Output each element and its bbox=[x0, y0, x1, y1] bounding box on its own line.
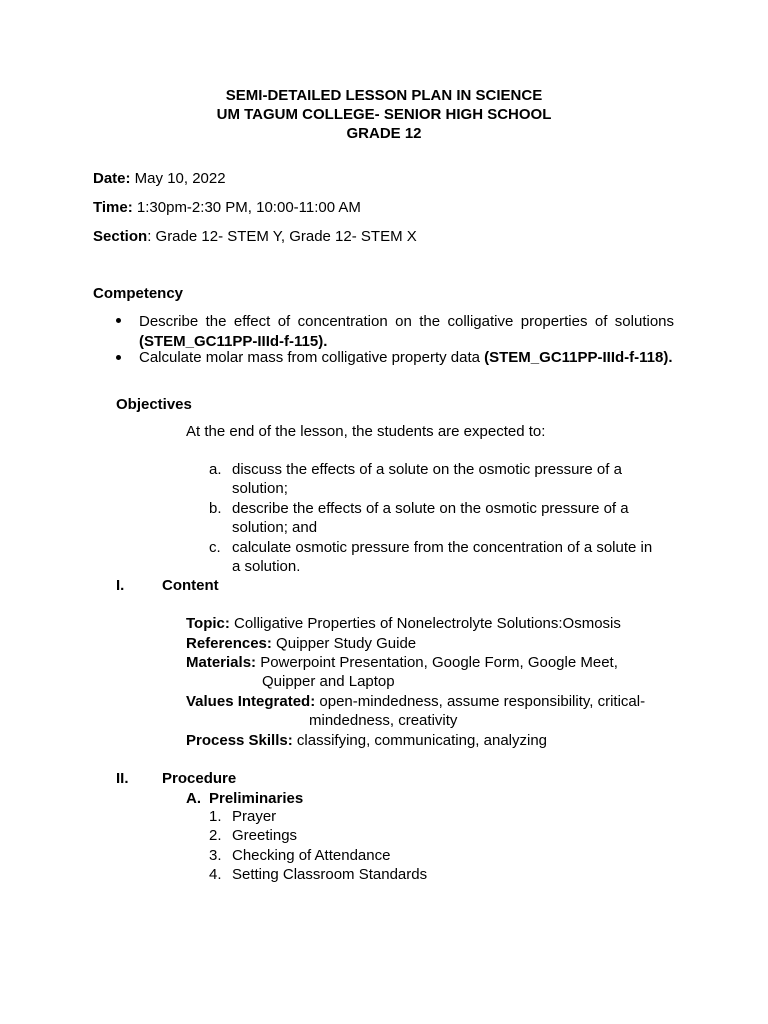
title-line-1: SEMI-DETAILED LESSON PLAN IN SCIENCE bbox=[225, 87, 543, 104]
materials-value: Powerpoint Presentation, Google Form, Google Meet, bbox=[256, 654, 618, 671]
competency-text: Describe the effect of concentration on the colligative properties of solutions bbox=[139, 313, 674, 330]
procedure-numeral: II. bbox=[116, 770, 129, 787]
time-value: 1:30pm-2:30 PM, 10:00-11:00 AM bbox=[132, 199, 361, 216]
references-label: References: bbox=[186, 635, 272, 652]
competency-item-2 bbox=[139, 348, 674, 368]
bullet-icon bbox=[116, 355, 121, 360]
title-line-2: UM TAGUM COLLEGE- SENIOR HIGH SCHOOL bbox=[216, 106, 552, 123]
step-number: 3. bbox=[209, 847, 222, 864]
objective-marker: c. bbox=[209, 539, 221, 556]
date-line bbox=[93, 169, 226, 189]
step-text: Prayer bbox=[232, 808, 277, 825]
values-label: Values Integrated: bbox=[186, 693, 316, 710]
objective-text-cont: solution; bbox=[232, 480, 288, 497]
competency-heading: Competency bbox=[93, 285, 184, 302]
values-value: open-mindedness, assume responsibility, critical- bbox=[315, 693, 646, 710]
objectives-intro: At the end of the lesson, the students are expected to: bbox=[186, 423, 546, 440]
competency-code: (STEM_GC11PP-IIId-f-118). bbox=[484, 349, 673, 366]
date-label: Date: bbox=[93, 170, 131, 187]
title-line-3: GRADE 12 bbox=[346, 125, 422, 142]
competency-code: (STEM_GC11PP-IIId-f-115). bbox=[139, 332, 328, 350]
section-value: : Grade 12- STEM Y, Grade 12- STEM X bbox=[147, 228, 417, 245]
date-value: May 10, 2022 bbox=[130, 170, 226, 187]
preliminaries-marker: A. bbox=[186, 790, 201, 807]
step-text: Checking of Attendance bbox=[232, 847, 391, 864]
competency-item-1 bbox=[139, 312, 674, 351]
step-text: Greetings bbox=[232, 827, 298, 844]
skills-value: classifying, communicating, analyzing bbox=[292, 732, 548, 749]
materials-label: Materials: bbox=[186, 654, 257, 671]
skills-line bbox=[186, 731, 547, 751]
objective-text: discuss the effects of a solute on the osmotic pressure of a bbox=[232, 461, 622, 478]
objective-text-cont: solution; and bbox=[232, 519, 318, 536]
objective-marker: b. bbox=[209, 500, 222, 517]
competency-text: Calculate molar mass from colligative property data bbox=[139, 349, 485, 366]
content-numeral: I. bbox=[116, 577, 125, 594]
content-heading: Content bbox=[162, 577, 219, 594]
objectives-heading: Objectives bbox=[116, 396, 192, 413]
values-line bbox=[186, 692, 645, 712]
materials-continued: Quipper and Laptop bbox=[262, 673, 395, 690]
step-number: 2. bbox=[209, 827, 222, 844]
step-number: 1. bbox=[209, 808, 222, 825]
time-label: Time: bbox=[93, 199, 133, 216]
objective-text: calculate osmotic pressure from the concentration of a solute in bbox=[232, 539, 653, 556]
bullet-icon bbox=[116, 318, 121, 323]
topic-value: Colligative Properties of Nonelectrolyte Solutions:Osmosis bbox=[229, 615, 621, 632]
step-number: 4. bbox=[209, 866, 222, 883]
procedure-heading: Procedure bbox=[162, 770, 237, 787]
objective-marker: a. bbox=[209, 461, 222, 478]
references-line bbox=[186, 634, 416, 654]
topic-label: Topic: bbox=[186, 615, 230, 632]
section-label: Section bbox=[93, 228, 148, 245]
materials-line bbox=[186, 653, 618, 673]
objective-text: describe the effects of a solute on the osmotic pressure of a bbox=[232, 500, 629, 517]
references-value: Quipper Study Guide bbox=[271, 635, 417, 652]
time-line bbox=[93, 198, 361, 218]
preliminaries-heading: Preliminaries bbox=[209, 790, 304, 807]
topic-line bbox=[186, 614, 621, 634]
values-continued: mindedness, creativity bbox=[309, 712, 458, 729]
step-text: Setting Classroom Standards bbox=[232, 866, 428, 883]
section-line bbox=[93, 227, 417, 247]
objective-text-cont: a solution. bbox=[232, 558, 301, 575]
skills-label: Process Skills: bbox=[186, 732, 293, 749]
